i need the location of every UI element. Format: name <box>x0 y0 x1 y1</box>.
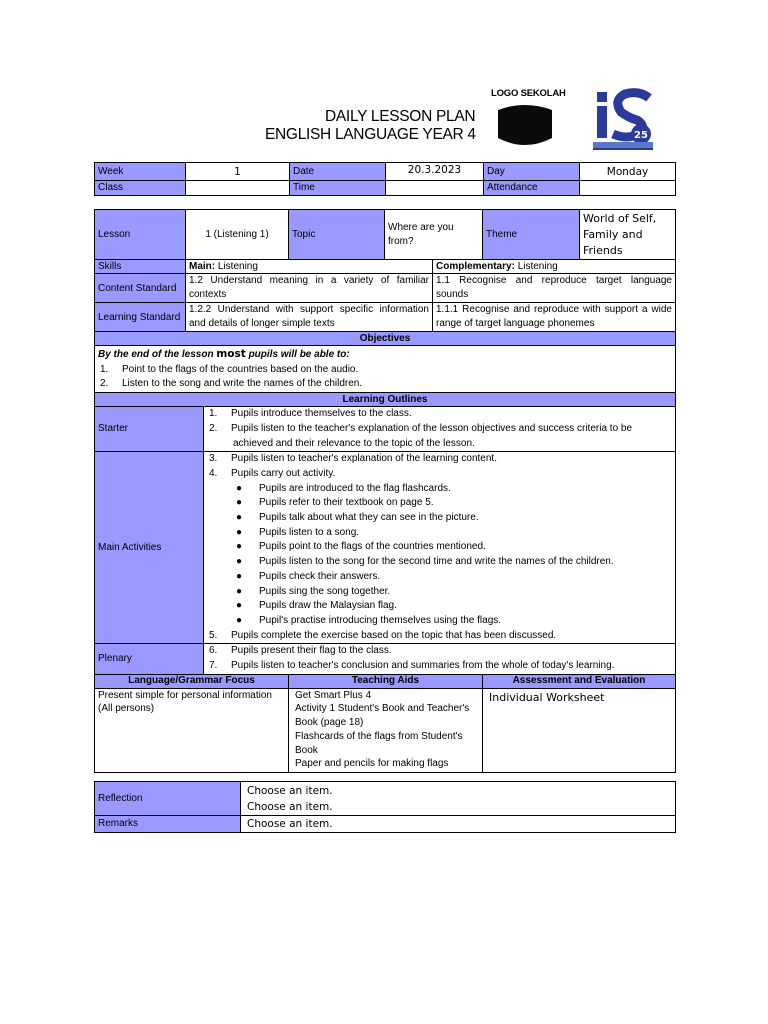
activity-text: Pupils carry out activity. <box>231 467 336 479</box>
school-shield-icon <box>495 102 555 150</box>
reflection-values <box>241 782 676 816</box>
teaching-aid-item: Paper and pencils for making flags <box>295 758 449 770</box>
bullet-icon: ● <box>236 570 243 582</box>
plenary-text: Pupils listen to teacher's conclusion and summaries from the whole of today's learning. <box>231 660 615 672</box>
starter-label: Starter <box>95 407 204 452</box>
day-label: Day <box>484 163 580 181</box>
learning-outlines-header: Learning Outlines <box>95 393 676 407</box>
plenary-text: Pupils present their flag to the class. <box>231 645 392 657</box>
starter-text: Pupils listen to the teacher's explanation of the lesson objectives and success criteria to be <box>231 422 633 434</box>
bullet-icon: ● <box>236 600 243 612</box>
main-skill-value: Listening <box>217 260 258 272</box>
remarks-label: Remarks <box>95 816 241 833</box>
plenary-number: 7. <box>209 660 218 672</box>
bullet-item <box>207 599 672 614</box>
objectives-intro-b: most <box>216 348 246 360</box>
content-standard-comp: 1.1 Recognise and reproduce target language sounds <box>433 274 676 303</box>
class-label: Class <box>95 181 186 196</box>
date-value[interactable]: 20.3.2023 <box>386 163 484 181</box>
learning-standard-comp: 1.1.1 Recognise and reproduce with support a wide range of target language phonemes <box>433 303 676 332</box>
reflection-dropdown-1[interactable]: Choose an item. <box>247 784 333 797</box>
main-activities-label: Main Activities <box>95 452 204 644</box>
objectives-body <box>95 346 676 393</box>
activity-number: 5. <box>209 629 218 641</box>
objectives-intro-c: pupils will be able to: <box>248 349 350 360</box>
starter-number: 1. <box>209 408 218 420</box>
date-label: Date <box>290 163 386 181</box>
lesson-table <box>94 209 676 773</box>
plenary-body <box>204 644 676 674</box>
bullet-item <box>207 540 672 555</box>
bullet-item <box>207 614 672 629</box>
logo-label: LOGO SEKOLAH <box>491 88 566 99</box>
learning-standard-label: Learning Standard <box>95 303 186 332</box>
attendance-value[interactable] <box>580 181 676 196</box>
lesson-label: Lesson <box>95 210 186 260</box>
day-value[interactable]: Monday <box>580 163 676 181</box>
attendance-label: Attendance <box>484 181 580 196</box>
reflection-table <box>94 781 676 833</box>
bullet-item <box>207 511 672 526</box>
bullet-text: Pupil's practise introducing themselves using the flags. <box>259 614 502 626</box>
activity-text: Pupils complete the exercise based on the topic that has been discussed. <box>231 629 557 641</box>
is25-logo-icon <box>591 86 655 150</box>
bullet-item <box>207 570 672 585</box>
bullet-icon: ● <box>236 614 243 626</box>
week-label: Week <box>95 163 186 181</box>
class-value[interactable] <box>186 181 290 196</box>
activity-number: 4. <box>209 467 218 479</box>
objectives-intro <box>98 347 672 363</box>
teaching-aid-item: Get Smart Plus 4 <box>295 689 372 701</box>
comp-skill-label: Complementary: <box>436 260 515 272</box>
bullet-text: Pupils point to the flags of the countries mentioned. <box>259 541 486 553</box>
activity-item <box>207 467 672 482</box>
plenary-item <box>207 644 672 659</box>
week-value[interactable]: 1 <box>186 163 290 181</box>
bullet-icon: ● <box>236 497 243 509</box>
starter-number: 2. <box>209 422 218 434</box>
plenary-label: Plenary <box>95 644 204 674</box>
objective-text: Listen to the song and write the names of the children. <box>122 378 363 390</box>
remarks-dropdown[interactable]: Choose an item. <box>241 816 676 833</box>
svg-text:25: 25 <box>634 130 648 141</box>
bullet-text: Pupils check their answers. <box>259 570 381 582</box>
activity-text: Pupils listen to teacher's explanation of the learning content. <box>231 453 497 465</box>
bullet-icon: ● <box>236 526 243 538</box>
bullet-item <box>207 555 672 570</box>
reflection-label: Reflection <box>95 782 241 816</box>
starter-item <box>207 422 672 437</box>
objective-number: 1. <box>100 363 109 375</box>
bullet-icon: ● <box>236 482 243 494</box>
bullet-icon: ● <box>236 512 243 524</box>
bullet-text: Pupils draw the Malaysian flag. <box>259 600 397 612</box>
teaching-aids-list <box>289 688 483 772</box>
topic-value: Where are you from? <box>385 210 483 260</box>
assessment-value: Individual Worksheet <box>483 688 676 772</box>
info-table <box>94 162 676 196</box>
objective-number: 2. <box>100 378 109 390</box>
activity-item <box>207 452 672 467</box>
bullet-icon: ● <box>236 585 243 597</box>
bullet-item <box>207 496 672 511</box>
skills-main <box>186 260 433 274</box>
assessment-header: Assessment and Evaluation <box>483 674 676 688</box>
activity-item <box>207 629 672 644</box>
objective-text: Point to the flags of the countries based on the audio. <box>122 363 359 375</box>
theme-label: Theme <box>483 210 580 260</box>
activity-number: 3. <box>209 453 218 465</box>
bullet-text: Pupils talk about what they can see in the picture. <box>259 512 479 524</box>
starter-body <box>204 407 676 452</box>
bullet-icon: ● <box>236 541 243 553</box>
objectives-header: Objectives <box>95 332 676 346</box>
bullet-text: Pupils listen to a song. <box>259 526 360 538</box>
skills-comp <box>433 260 676 274</box>
comp-skill-value: Listening <box>517 260 558 272</box>
topic-label: Topic <box>289 210 385 260</box>
skills-label: Skills <box>95 260 186 274</box>
bullet-icon: ● <box>236 556 243 568</box>
plenary-item <box>207 659 672 674</box>
main-skill-label: Main: <box>189 260 216 272</box>
bullet-text: Pupils are introduced to the flag flashcards. <box>259 482 451 494</box>
plenary-number: 6. <box>209 645 218 657</box>
title-line2: ENGLISH LANGUAGE YEAR 4 <box>265 126 476 143</box>
objectives-intro-a: By the end of the lesson <box>98 349 214 360</box>
time-label: Time <box>290 181 386 196</box>
bullet-item <box>207 585 672 600</box>
teaching-aid-item: Activity 1 Student's Book and Teacher's Book (page 18) <box>295 703 470 729</box>
language-focus-value: Present simple for personal information (All persons) <box>95 688 289 772</box>
language-focus-header: Language/Grammar Focus <box>95 674 289 688</box>
starter-text: Pupils introduce themselves to the class. <box>231 408 412 420</box>
objective-item <box>98 363 672 378</box>
lesson-value: 1 (Listening 1) <box>186 210 289 260</box>
learning-standard-main: 1.2.2 Understand with support specific information and details of longer simple texts <box>186 303 433 332</box>
teaching-aids-header: Teaching Aids <box>289 674 483 688</box>
starter-item-cont: achieved and their relevance to the topic of the lesson. <box>233 437 475 449</box>
objective-item <box>98 377 672 392</box>
time-value[interactable] <box>386 181 484 196</box>
bullet-item <box>207 482 672 497</box>
teaching-aid-item: Flashcards of the flags from Student's Book <box>295 730 463 756</box>
starter-item <box>207 407 672 422</box>
bullet-text: Pupils sing the song together. <box>259 585 391 597</box>
reflection-dropdown-2[interactable]: Choose an item. <box>247 800 333 813</box>
bullet-item <box>207 526 672 541</box>
content-standard-main: 1.2 Understand meaning in a variety of familiar contexts <box>186 274 433 303</box>
theme-value: World of Self, Family and Friends <box>580 210 676 260</box>
title-line1: DAILY LESSON PLAN <box>325 108 476 125</box>
content-standard-label: Content Standard <box>95 274 186 303</box>
bullet-text: Pupils refer to their textbook on page 5. <box>259 497 434 509</box>
main-activities-body <box>204 452 676 644</box>
bullet-text: Pupils listen to the song for the second time and write the names of the children. <box>259 556 614 568</box>
